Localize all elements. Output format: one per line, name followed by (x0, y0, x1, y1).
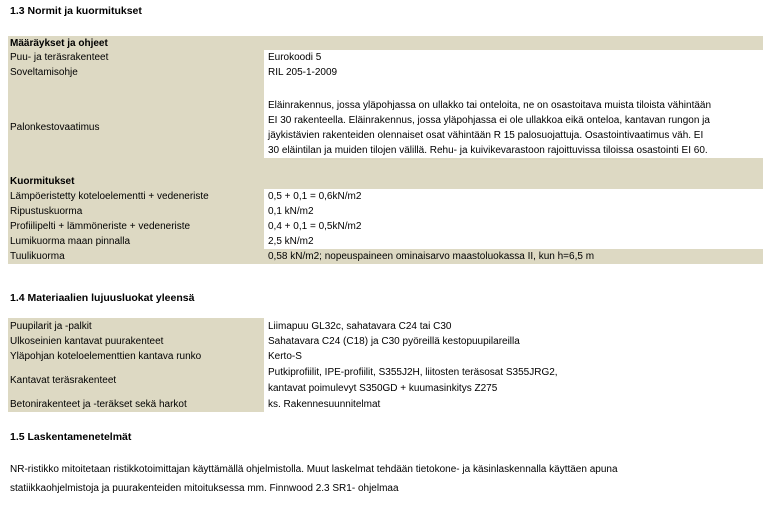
fire-line: jäykistävien rakenteiden olennaiset osat vähintään R 15 palosuojattuja. Osastointivaatimus väh. EI (268, 130, 704, 141)
row-label: Ulkoseinien kantavat puurakenteet (8, 334, 264, 349)
row-label: Lämpöeristetty koteloelementti + vedeneriste (8, 189, 264, 204)
table-row-fire (8, 96, 763, 158)
table-row (8, 65, 763, 80)
row-label: Ripustuskuorma (8, 204, 264, 219)
group-title: Määräykset ja ohjeet (8, 36, 264, 50)
row-value: 0,1 kN/m2 (268, 206, 314, 217)
table-row (8, 318, 763, 334)
row-label: Yläpohjan koteloelementtien kantava runko (8, 349, 264, 364)
table-row-steel (8, 364, 763, 397)
row-value: Liimapuu GL32c, sahatavara C24 tai C30 (268, 320, 452, 332)
table-row (8, 334, 763, 349)
row-label: Puupilarit ja -palkit (8, 318, 264, 334)
fire-line: Eläinrakennus, jossa yläpohjassa on ullakko tai onteloita, ne on osastoitava muista tiloista vähintään (268, 100, 712, 111)
paragraph-line: NR-ristikko mitoitetaan ristikkotoimittajan käyttämällä ohjelmistolla. Muut laskelmat tehdään tietokone- ja käsinlaskennalla käyttäen apuna (10, 464, 618, 475)
section-1-4-title: 1.4 Materiaalien lujuusluokat yleensä (10, 292, 195, 304)
table-row (8, 204, 763, 219)
row-value: 0,58 kN/m2; nopeuspaineen ominaisarvo maastoluokassa II, kun h=6,5 m (264, 249, 763, 264)
fire-line: EI 30 rakenteella. Eläinrakennus, jossa yläpohjassa ei ole ullakkoa eikä onteloa, kantavan rungon ja (268, 115, 710, 126)
row-label: Betonirakenteet ja -teräkset sekä harkot (8, 397, 264, 412)
materials-table (8, 318, 763, 412)
spacer-row (8, 80, 763, 96)
row-value: 0,5 + 0,1 = 0,6kN/m2 (268, 191, 362, 202)
group-header-regulations (8, 36, 763, 50)
fire-line: 30 eläintilan ja muiden tilojen välillä. Rehu- ja kuivikevarastoon rajoittuvissa tiloissa osastointi EI 60. (268, 145, 708, 156)
table-row (8, 349, 763, 364)
group-header-loads (8, 174, 763, 189)
row-value: 0,4 + 0,1 = 0,5kN/m2 (268, 221, 362, 232)
row-value: 2,5 kN/m2 (268, 236, 314, 247)
row-value: ks. Rakennesuunnitelmat (268, 399, 381, 410)
section-1-5-title: 1.5 Laskentamenetelmät (10, 431, 132, 443)
group-title: Kuormitukset (8, 174, 264, 189)
steel-line: kantavat poimulevyt S350GD + kuumasinkitys Z275 (268, 383, 498, 394)
standards-table (8, 36, 763, 264)
row-label: Lumikuorma maan pinnalla (8, 234, 264, 249)
section-1-3-title: 1.3 Normit ja kuormitukset (10, 5, 142, 17)
fire-value (264, 96, 763, 158)
row-value: Kerto-S (268, 351, 302, 362)
table-row (8, 234, 763, 249)
row-label: Puu- ja teräsrakenteet (8, 50, 264, 65)
fire-label: Palonkestovaatimus (8, 96, 264, 158)
row-label: Tuulikuorma (8, 249, 264, 264)
row-value: Sahatavara C24 (C18) ja C30 pyöreillä kestopuupilareilla (268, 336, 520, 347)
row-value: RIL 205-1-2009 (268, 67, 338, 78)
steel-label: Kantavat teräsrakenteet (8, 364, 264, 397)
row-value: Eurokoodi 5 (268, 52, 322, 63)
steel-line: Putkiprofiilit, IPE-profiilit, S355J2H, liitosten teräsosat S355JRG2, (268, 367, 558, 378)
table-row (8, 189, 763, 204)
group-header-fill (264, 36, 763, 50)
table-row (8, 249, 763, 264)
row-label-empty (8, 158, 264, 174)
calculation-paragraph (10, 460, 765, 498)
steel-value (264, 364, 763, 397)
spacer-row (8, 158, 763, 174)
paragraph-line: statiikkaohjelmistoja ja puurakenteiden mitoituksessa mm. Finnwood 2.3 SR1- ohjelmaa (10, 483, 399, 494)
table-row (8, 219, 763, 234)
row-label: Profiilipelti + lämmöneriste + vedeneriste (8, 219, 264, 234)
table-row (8, 50, 763, 65)
row-label-empty (8, 80, 264, 96)
table-row (8, 397, 763, 412)
row-label: Soveltamisohje (8, 65, 264, 80)
